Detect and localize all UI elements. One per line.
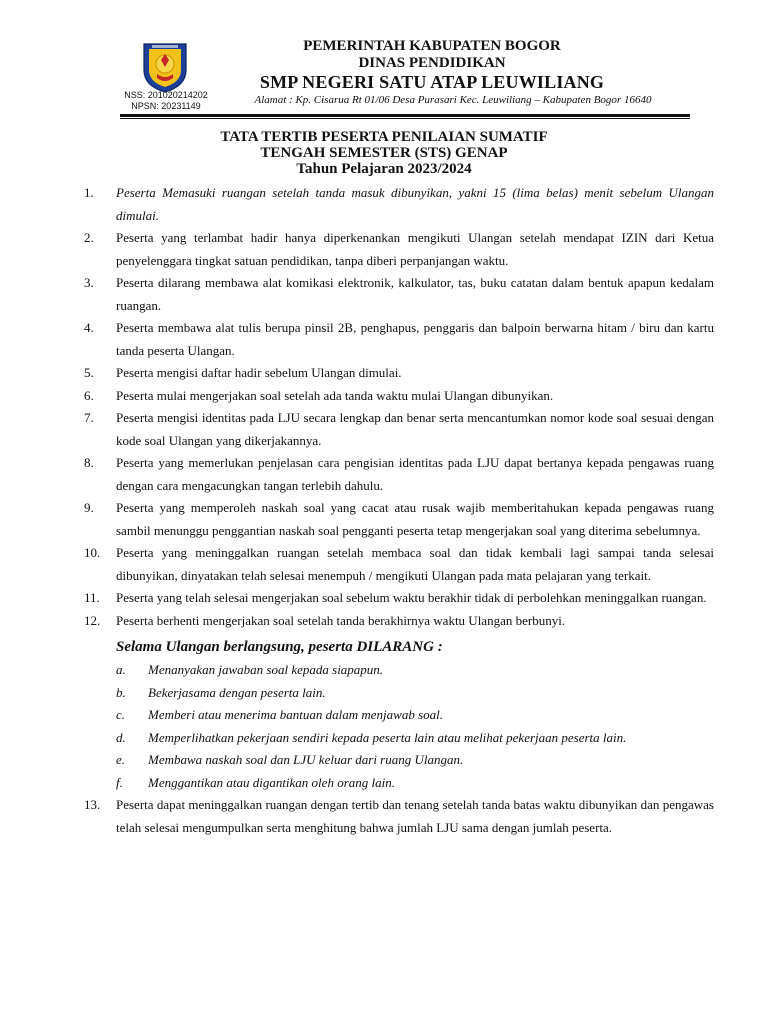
rule-text: Peserta berhenti mengerjakan soal setelah tanda berakhirnya waktu Ulangan berbunyi.	[116, 612, 566, 628]
rule-number: 10.	[84, 545, 101, 560]
item-text: Menanyakan jawaban soal kepada siapapun.	[148, 662, 384, 677]
school-crest-icon	[140, 40, 190, 94]
prohibited-item	[116, 727, 714, 750]
rule-text: Peserta mengisi daftar hadir sebelum Ulangan dimulai.	[116, 365, 402, 380]
title-line-1: TATA TERTIB PESERTA PENILAIAN SUMATIF	[220, 129, 548, 145]
prohibited-item	[116, 749, 714, 772]
rule-item	[84, 452, 714, 497]
item-text: Membawa naskah soal dan LJU keluar dari ruang Ulangan.	[148, 752, 464, 767]
letterhead-divider	[120, 114, 690, 119]
rule-text: Peserta yang memerlukan penjelasan cara pengisian identitas pada LJU dapat bertanya kepada pengawas ruang dengan cara mengacungkan tangan terlebih dahulu.	[116, 455, 714, 493]
rule-number: 5.	[84, 365, 94, 380]
rule-number: 13.	[84, 797, 101, 812]
rule-item	[84, 794, 714, 839]
rule-text: Peserta yang terlambat hadir hanya diperkenankan mengikuti Ulangan setelah mendapat IZIN dari Ketua penyelenggara tingkat satuan pendidikan, tanpa diberi perpanjangan waktu.	[116, 230, 714, 268]
rule-number: 4.	[84, 320, 94, 335]
department-name: DINAS PENDIDIKAN	[358, 55, 506, 71]
government-name: PEMERINTAH KABUPATEN BOGOR	[303, 38, 561, 54]
prohibited-item	[116, 682, 714, 705]
rule-item	[84, 385, 714, 408]
rule-item	[84, 610, 714, 633]
school-name: SMP NEGERI SATU ATAP LEUWILIANG	[259, 72, 605, 92]
rule-number: 9.	[84, 500, 94, 515]
prohibited-heading: Selama Ulangan berlangsung, peserta DILARANG :	[116, 639, 443, 655]
rule-item	[84, 542, 714, 587]
item-letter: f.	[116, 774, 123, 790]
rule-text: Peserta mulai mengerjakan soal setelah ada tanda waktu mulai Ulangan dibunyikan.	[116, 387, 554, 403]
rule-item	[84, 317, 714, 362]
rule-item	[84, 362, 714, 385]
rule-text: Peserta yang meninggalkan ruangan setelah membaca soal dan tidak kembali lagi sampai tanda selesai dibunyikan, dinyatakan telah selesai menempuh / mengikuti Ulangan pada mata pelajaran yang terkait.	[116, 545, 714, 583]
rule-text: Peserta dapat meninggalkan ruangan dengan tertib dan tenang setelah tanda batas waktu dibunyikan dan pengawas telah selesai mengumpulkan serta menghitung bahwa jumlah LJU sama dengan jumlah peserta.	[116, 797, 714, 835]
school-ids	[114, 90, 218, 112]
item-letter: b.	[116, 684, 126, 700]
prohibited-list	[84, 659, 714, 794]
rule-item	[84, 497, 714, 542]
rule-text: Peserta membawa alat tulis berupa pinsil 2B, penghapus, penggaris dan balpoin berwarna hitam / biru dan kartu tanda peserta Ulangan.	[116, 320, 714, 358]
rule-number: 12.	[84, 612, 101, 628]
rule-number: 1.	[84, 185, 94, 200]
rule-number: 3.	[84, 275, 94, 290]
item-letter: a.	[116, 662, 126, 677]
prohibited-item	[116, 772, 714, 795]
item-text: Memperlihatkan pekerjaan sendiri kepada peserta lain atau melihat pekerjaan peserta lain.	[148, 729, 627, 745]
rule-number: 2.	[84, 230, 94, 245]
item-letter: d.	[116, 729, 126, 745]
rules-list	[84, 182, 714, 839]
rule-text: Peserta dilarang membawa alat komikasi elektronik, kalkulator, tas, buku catatan dalam bentuk apapun kedalam ruangan.	[116, 275, 714, 313]
item-letter: c.	[116, 707, 126, 722]
rule-item	[84, 407, 714, 452]
nss-number: NSS: 201020214202	[124, 90, 208, 100]
item-text: Memberi atau menerima bantuan dalam menjawab soal.	[148, 707, 444, 722]
prohibited-item	[116, 659, 714, 682]
item-text: Menggantikan atau digantikan oleh orang lain.	[148, 774, 395, 790]
rule-text: Peserta yang memperoleh naskah soal yang cacat atau rusak wajib memberitahukan kepada pengawas ruang sambil menunggu penggantian naskah soal pengganti peserta tetap mengerjakan soal yang diterima sebelumnya.	[116, 500, 714, 538]
rule-text: Peserta Memasuki ruangan setelah tanda masuk dibunyikan, yakni 15 (lima belas) menit sebelum Ulangan dimulai.	[116, 185, 714, 223]
item-letter: e.	[116, 752, 126, 767]
school-address: Alamat : Kp. Cisarua Rt 01/06 Desa Purasari Kec. Leuwiliang – Kabupaten Bogor 16640	[254, 94, 652, 106]
rule-item	[84, 272, 714, 317]
rule-text: Peserta yang telah selesai mengerjakan soal sebelum waktu berakhir tidak di perbolehkan meninggalkan ruangan.	[116, 590, 707, 605]
rule-text: Peserta mengisi identitas pada LJU secara lengkap dan benar serta mencantumkan nomor kode soal sesuai dengan kode soal Ulangan yang dikerjakannya.	[116, 410, 714, 448]
letterhead	[200, 38, 664, 93]
item-text: Bekerjasama dengan peserta lain.	[148, 684, 326, 700]
rule-number: 11.	[84, 590, 100, 605]
rule-item	[84, 587, 714, 610]
rule-item	[84, 182, 714, 227]
rule-number: 7.	[84, 410, 94, 425]
title-line-2: TENGAH SEMESTER (STS) GENAP	[260, 145, 508, 161]
rule-number: 6.	[84, 387, 94, 403]
rule-item	[84, 227, 714, 272]
document-title	[0, 129, 768, 177]
rule-number: 8.	[84, 455, 94, 470]
prohibited-item	[116, 704, 714, 727]
title-line-3: Tahun Pelajaran 2023/2024	[296, 161, 472, 177]
npsn-number: NPSN: 20231149	[131, 101, 201, 111]
